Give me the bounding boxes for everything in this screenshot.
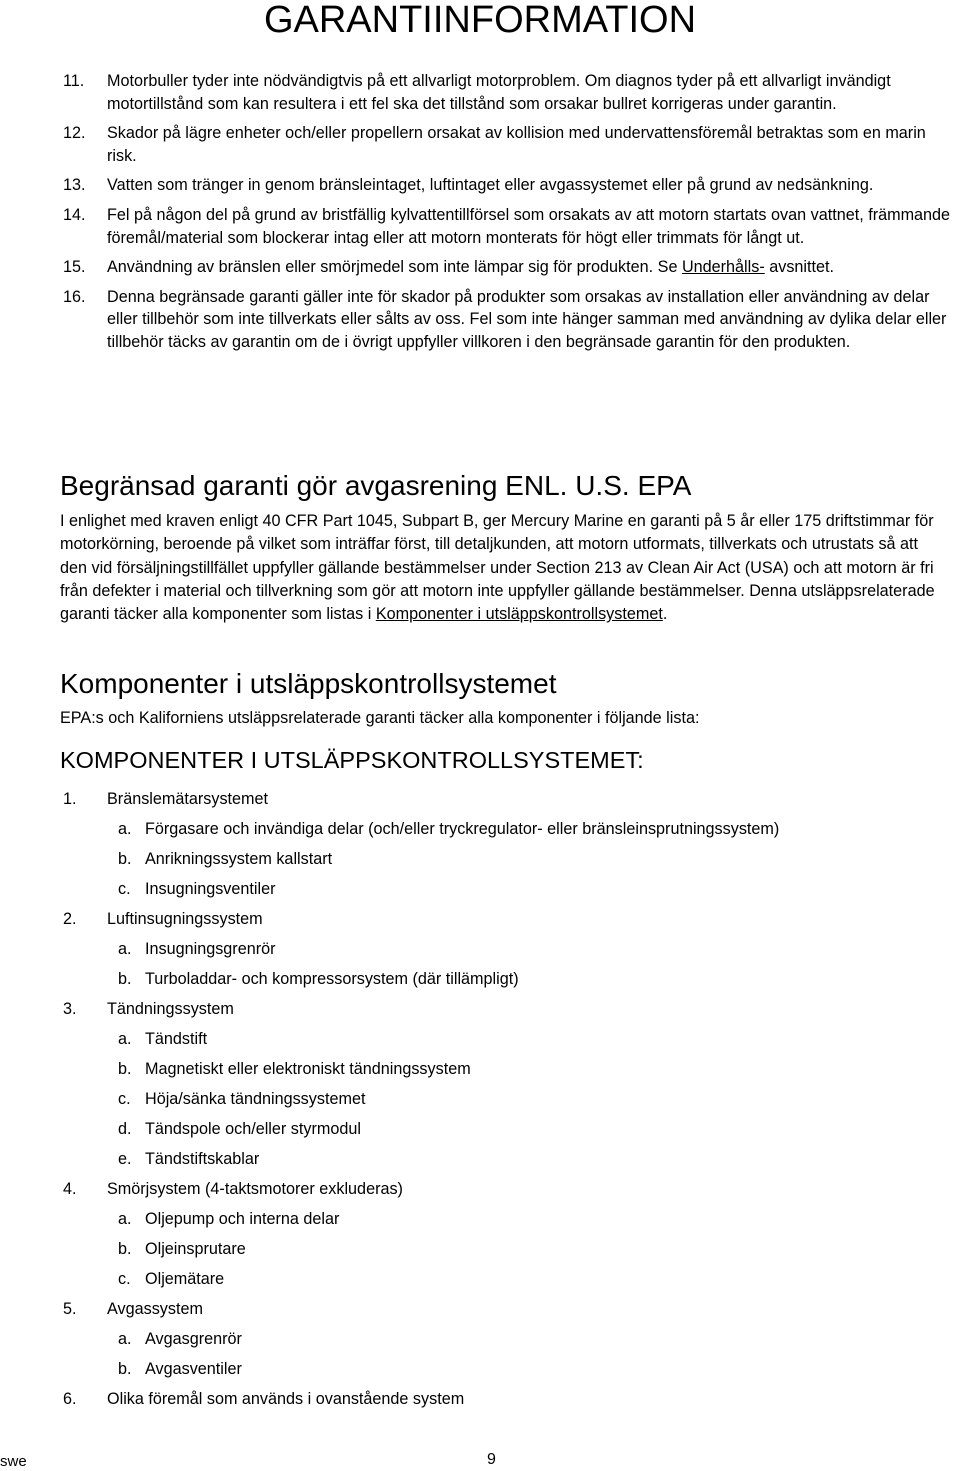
sub-item-label: Förgasare och invändiga delar (och/eller tryckregulator- eller bränsleinsprutningssystem): [145, 820, 780, 838]
page-title: GARANTIINFORMATION: [263, 0, 697, 41]
sub-item: [63, 1144, 943, 1174]
component-number: 1.: [63, 790, 77, 808]
sub-item-label: Oljemätare: [145, 1270, 225, 1288]
sub-item-letter: c.: [118, 1090, 131, 1108]
item-text: Fel på någon del på grund av bristfällig kylvattentillförsel som orsakats av att motorn startats ovan vattnet, främmande föremål/material som blockerar intag eller att motorn monterats för högt eller trimmats för långt ut.: [107, 205, 951, 247]
component-label: Luftinsugningssystem: [107, 910, 263, 928]
sub-item: [63, 934, 943, 964]
footer-language: swe: [0, 1453, 27, 1470]
sub-item: [63, 1024, 943, 1054]
epa-warranty-heading: Begränsad garanti gör avgasrening ENL. U.S. EPA: [60, 470, 692, 501]
component-label: Bränslemätarsystemet: [107, 790, 269, 808]
sub-item: [63, 1324, 943, 1354]
sub-item-letter: b.: [118, 1240, 132, 1258]
item-text-end: avsnittet.: [764, 258, 835, 277]
sub-item-letter: a.: [118, 820, 132, 838]
item-number: 11.: [63, 72, 85, 90]
sub-item: [63, 1234, 943, 1264]
epa-warranty-text-end: .: [662, 605, 668, 624]
sub-item-letter: b.: [118, 850, 132, 868]
list-item: [63, 70, 953, 115]
components-link[interactable]: Komponenter i utsläppskontrollsystemet: [375, 605, 663, 624]
sub-item-letter: b.: [118, 1360, 132, 1378]
sub-item-label: Turboladdar- och kompressorsystem (där tillämpligt): [145, 970, 519, 988]
component-item: [63, 1384, 943, 1414]
components-list: [63, 784, 943, 1414]
item-text: Motorbuller tyder inte nödvändigtvis på ett allvarligt motorproblem. Om diagnos tyder på ett allvarligt invändigt motortillstånd som kan resultera i ett fel ska det tillstånd som orsakar bullret korrigeras under garantin.: [107, 72, 891, 113]
sub-item-label: Magnetiskt eller elektroniskt tändningssystem: [145, 1060, 471, 1078]
epa-warranty-text: I enlighet med kraven enligt 40 CFR Part 1045, Subpart B, ger Mercury Marine en garanti på 5 år eller 175 driftstimmar för motorkörning, beroende på vilket som inträffar först, till detaljkunden, att motorn utformats, tillverkats och utrustats så att den vid försäljningstillfället uppfyller gällande bestämmelser under Section 213 av Clean Air Act (USA) och att motorn är fri från defekter i material och tillverkning som gör att motorn inte uppfyller gällande bestämmelser. Denna utsläppsrelaterade garanti täcker alla komponenter som listas i: [60, 512, 935, 624]
sub-item-label: Höja/sänka tändningssystemet: [145, 1090, 366, 1108]
sub-item: [63, 1204, 943, 1234]
sub-item-letter: e.: [118, 1150, 132, 1168]
component-label: Smörjsystem (4-taktsmotorer exkluderas): [107, 1180, 403, 1198]
item-number: 13.: [63, 176, 86, 195]
sub-item: [63, 1114, 943, 1144]
sub-item: [63, 874, 943, 904]
list-item: [63, 286, 953, 354]
sub-item-letter: a.: [118, 1210, 132, 1228]
sub-item: [63, 1084, 943, 1114]
components-list-heading: KOMPONENTER I UTSLÄPPSKONTROLLSYSTEMET:: [60, 747, 644, 773]
list-item: [63, 122, 953, 167]
sub-item: [63, 844, 943, 874]
sub-item-letter: b.: [118, 1060, 132, 1078]
sub-item: [63, 1054, 943, 1084]
sub-item: [63, 1264, 943, 1294]
component-label: Olika föremål som används i ovanstående system: [107, 1390, 465, 1408]
component-item: [63, 1174, 943, 1204]
item-text: Vatten som tränger in genom bränsleintaget, luftintaget eller avgassystemet eller på grund av nedsänkning.: [107, 176, 874, 195]
sub-item-label: Tändspole och/eller styrmodul: [145, 1120, 361, 1138]
item-number: 16.: [63, 287, 86, 306]
sub-item-letter: a.: [118, 940, 132, 958]
list-item: [63, 174, 953, 197]
component-number: 2.: [63, 910, 77, 928]
item-number: 14.: [63, 205, 86, 224]
sub-item-label: Anrikningssystem kallstart: [145, 850, 333, 868]
sub-item: [63, 1354, 943, 1384]
item-text: Skador på lägre enheter och/eller propellern orsakat av kollision med undervattensföremål betraktas som en marin risk.: [107, 124, 926, 165]
sub-item: [63, 814, 943, 844]
component-number: 5.: [63, 1300, 77, 1318]
sub-item-label: Insugningsventiler: [145, 880, 276, 898]
component-label: Tändningssystem: [107, 1000, 234, 1018]
components-heading: Komponenter i utsläppskontrollsystemet: [60, 668, 557, 699]
item-number: 15.: [63, 258, 86, 277]
sub-item-label: Avgasgrenrör: [145, 1330, 242, 1348]
item-text: [107, 256, 953, 279]
sub-item-letter: c.: [118, 1270, 131, 1288]
item-text-start: Användning av bränslen eller smörjmedel som inte lämpar sig för produkten. Se: [107, 258, 682, 277]
list-item: [63, 204, 953, 249]
sub-item-label: Tändstiftskablar: [145, 1150, 260, 1168]
component-number: 4.: [63, 1180, 77, 1198]
page-number: 9: [487, 1451, 496, 1468]
sub-item-letter: b.: [118, 970, 132, 988]
component-item: [63, 784, 943, 814]
components-intro: EPA:s och Kaliforniens utsläppsrelaterade garanti täcker alla komponenter i följande lista:: [60, 709, 700, 727]
component-number: 3.: [63, 1000, 77, 1018]
sub-item: [63, 964, 943, 994]
sub-item-label: Tändstift: [145, 1030, 208, 1048]
sub-item-letter: c.: [118, 880, 131, 898]
sub-item-label: Oljepump och interna delar: [145, 1210, 340, 1228]
sub-item-letter: a.: [118, 1330, 132, 1348]
exclusion-list: [63, 70, 953, 361]
component-item: [63, 1294, 943, 1324]
item-text: Denna begränsade garanti gäller inte för skador på produkter som orsakas av installation eller användning av delar eller tillbehör som inte tillverkats eller sålts av oss. Fel som inte hänger samman med användning av dylika delar eller tillbehör täcks av garantin om de i övrigt uppfyller villkoren i den begränsade garantin för den produkten.: [107, 287, 947, 351]
component-number: 6.: [63, 1390, 77, 1408]
sub-item-letter: a.: [118, 1030, 132, 1048]
list-item: [63, 256, 953, 279]
component-label: Avgassystem: [107, 1300, 203, 1318]
epa-warranty-paragraph: [60, 510, 940, 626]
sub-item-label: Avgasventiler: [145, 1360, 242, 1378]
sub-item-label: Insugningsgrenrör: [145, 940, 276, 958]
maintenance-section-link[interactable]: Underhålls-: [681, 258, 765, 277]
sub-item-letter: d.: [118, 1120, 132, 1138]
component-item: [63, 904, 943, 934]
component-item: [63, 994, 943, 1024]
item-number: 12.: [63, 124, 86, 143]
sub-item-label: Oljeinsprutare: [145, 1240, 246, 1258]
